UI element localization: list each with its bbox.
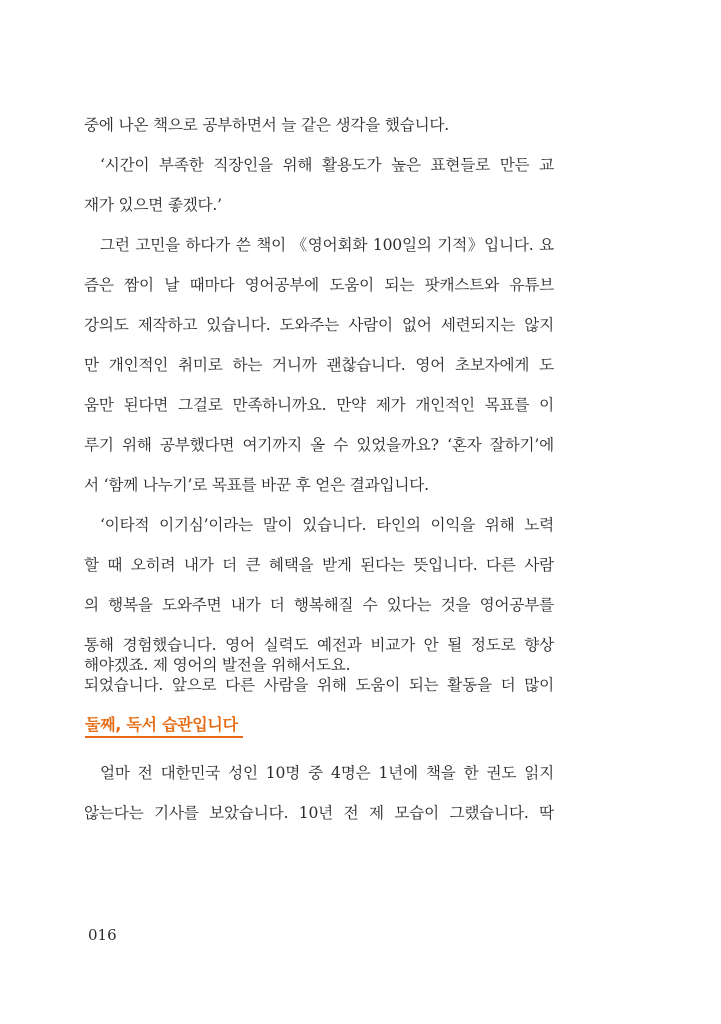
paragraph-line: 즘은 짬이 날 때마다 영어공부에 도움이 되는 팟캐스트와 유튜브	[84, 276, 554, 294]
paragraph-line: 루기 위해 공부했다면 여기까지 올 수 있었을까요? ‘혼자 잘하기’에	[84, 436, 554, 454]
paragraph-line: ‘시간이 부족한 직장인을 위해 활용도가 높은 표현들로 만든 교	[100, 156, 554, 174]
paragraph-line: 움만 된다면 그걸로 만족하니까요. 만약 제가 개인적인 목표를 이	[84, 396, 554, 414]
paragraph-line: 서 ‘함께 나누기’로 목표를 바꾼 후 얻은 결과입니다.	[84, 476, 429, 494]
paragraph-line: 않는다는 기사를 보았습니다. 10년 전 제 모습이 그랬습니다. 딱	[84, 804, 554, 822]
section-heading-underline	[85, 736, 243, 738]
paragraph-line: 재가 있으면 좋겠다.’	[84, 196, 222, 214]
page-number: 016	[88, 926, 117, 944]
paragraph-line: 강의도 제작하고 있습니다. 도와주는 사람이 없어 세련되지는 않지	[84, 316, 554, 334]
paragraph-line: ‘이타적 이기심’이라는 말이 있습니다. 타인의 이익을 위해 노력	[100, 516, 554, 534]
paragraph-line: 의 행복을 도와주면 내가 더 행복해질 수 있다는 것을 영어공부를	[84, 596, 554, 614]
paragraph-line: 중에 나온 책으로 공부하면서 늘 같은 생각을 했습니다.	[84, 116, 450, 134]
paragraph-line: 통해 경험했습니다. 영어 실력도 예전과 비교가 안 될 정도로 향상	[84, 636, 554, 654]
paragraph-line: 만 개인적인 취미로 하는 거니까 괜찮습니다. 영어 초보자에게 도	[84, 356, 554, 374]
paragraph-line: 그런 고민을 하다가 쓴 책이 《영어회화 100일의 기적》입니다. 요	[100, 236, 554, 254]
paragraph-line: 얼마 전 대한민국 성인 10명 중 4명은 1년에 책을 한 권도 읽지	[100, 764, 554, 782]
paragraph-line: 되었습니다. 앞으로 다른 사람을 위해 도움이 되는 활동을 더 많이	[84, 676, 554, 694]
section-heading: 둘째, 독서 습관입니다	[85, 715, 238, 734]
paragraph-line: 해야겠죠. 제 영어의 발전을 위해서도요.	[84, 656, 351, 674]
paragraph-line: 할 때 오히려 내가 더 큰 혜택을 받게 된다는 뜻입니다. 다른 사람	[84, 556, 554, 574]
